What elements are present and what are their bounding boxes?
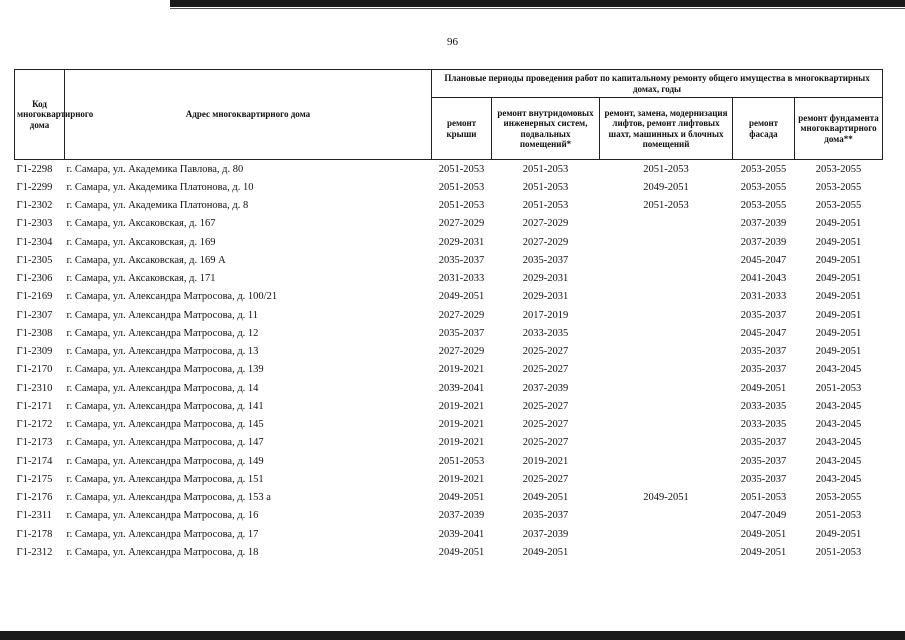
cell-address: г. Самара, ул. Александра Матросова, д. 141	[66, 400, 264, 412]
cell-lifts	[600, 306, 733, 324]
cell-internal-systems: 2037-2039	[522, 528, 569, 540]
header-lifts: ремонт, замена, модернизация лифтов, ремонт лифтовых шахт, машинных и блочных помещений	[600, 98, 733, 160]
cell-facade: 2049-2051	[740, 528, 787, 540]
table-row	[15, 379, 883, 397]
cell-address: г. Самара, ул. Академика Павлова, д. 80	[65, 160, 432, 179]
cell-internal-systems: 2025-2027	[522, 419, 569, 431]
cell-code: Г1-2174	[16, 455, 53, 467]
cell-lifts: 2051-2053	[643, 200, 689, 212]
table-row	[15, 160, 883, 179]
cell-code: Г1-2170	[16, 364, 53, 376]
table-row	[15, 324, 883, 342]
repair-schedule-table	[14, 69, 883, 562]
cell-address: г. Самара, ул. Александра Матросова, д. 149	[66, 455, 264, 467]
header-foundation: ремонт фундамента многоквартирного дома**	[795, 98, 883, 160]
cell-foundation: 2049-2051	[815, 218, 862, 230]
cell-internal-systems: 2029-2031	[522, 273, 569, 285]
table-row	[15, 507, 883, 525]
cell-facade: 2035-2037	[740, 346, 787, 358]
cell-facade: 2051-2053	[740, 492, 787, 504]
cell-address: г. Самара, ул. Александра Матросова, д. 13	[66, 346, 259, 358]
table-row	[15, 270, 883, 288]
cell-address: г. Самара, ул. Александра Матросова, д. 18	[66, 546, 259, 558]
cell-address: г. Самара, ул. Александра Матросова, д. 145	[66, 419, 264, 431]
cell-roof: 2027-2029	[438, 309, 485, 321]
cell-lifts	[600, 470, 733, 488]
cell-foundation: 2049-2051	[815, 309, 862, 321]
cell-facade: 2035-2037	[740, 473, 787, 485]
cell-internal-systems: 2025-2027	[522, 473, 569, 485]
cell-facade: 2047-2049	[740, 510, 787, 522]
cell-code: Г1-2173	[16, 437, 53, 449]
cell-lifts	[600, 343, 733, 361]
cell-internal-systems: 2049-2051	[522, 492, 569, 504]
cell-foundation: 2043-2045	[815, 473, 862, 485]
cell-address: г. Самара, ул. Александра Матросова, д. 11	[66, 309, 259, 321]
cell-lifts	[600, 379, 733, 397]
cell-foundation: 2049-2051	[815, 528, 862, 540]
cell-internal-systems: 2035-2037	[522, 510, 569, 522]
cell-internal-systems: 2025-2027	[522, 437, 569, 449]
cell-internal-systems: 2019-2021	[522, 455, 569, 467]
table-row	[15, 178, 883, 196]
cell-facade: 2035-2037	[740, 309, 787, 321]
cell-roof: 2049-2051	[438, 492, 485, 504]
cell-internal-systems: 2051-2053	[492, 160, 600, 179]
cell-lifts: 2049-2051	[643, 492, 689, 504]
cell-code: Г1-2311	[16, 510, 52, 522]
table-row	[15, 434, 883, 452]
table-row	[15, 452, 883, 470]
cell-facade: 2049-2051	[740, 382, 787, 394]
cell-foundation: 2049-2051	[815, 254, 862, 266]
cell-facade: 2053-2055	[733, 160, 795, 179]
cell-roof: 2019-2021	[438, 419, 485, 431]
cell-facade: 2035-2037	[740, 455, 787, 467]
cell-address: г. Самара, ул. Аксаковская, д. 167	[66, 218, 216, 230]
table-row	[15, 233, 883, 251]
cell-address: г. Самара, ул. Аксаковская, д. 169 А	[66, 254, 226, 266]
cell-facade: 2045-2047	[740, 327, 787, 339]
cell-foundation: 2043-2045	[815, 419, 862, 431]
cell-code: Г1-2175	[16, 473, 53, 485]
cell-facade: 2053-2055	[740, 200, 787, 212]
cell-facade: 2049-2051	[740, 546, 787, 558]
cell-address: г. Самара, ул. Александра Матросова, д. 17	[66, 528, 259, 540]
cell-foundation: 2049-2051	[815, 346, 862, 358]
cell-code: Г1-2308	[16, 327, 53, 339]
cell-roof: 2035-2037	[438, 254, 485, 266]
cell-roof: 2039-2041	[438, 528, 485, 540]
cell-lifts	[600, 361, 733, 379]
cell-foundation: 2049-2051	[815, 291, 862, 303]
table-row	[15, 489, 883, 507]
cell-lifts	[600, 397, 733, 415]
cell-internal-systems: 2029-2031	[522, 291, 569, 303]
cell-roof: 2019-2021	[438, 364, 485, 376]
header-code: Код многоквартирного дома	[15, 70, 65, 160]
cell-code: Г1-2171	[16, 400, 53, 412]
cell-code: Г1-2309	[16, 346, 53, 358]
cell-foundation: 2049-2051	[815, 273, 862, 285]
cell-internal-systems: 2051-2053	[522, 200, 569, 212]
cell-foundation: 2053-2055	[815, 181, 862, 193]
cell-facade: 2037-2039	[740, 236, 787, 248]
cell-code: Г1-2169	[16, 291, 53, 303]
cell-facade: 2033-2035	[740, 400, 787, 412]
table-row	[15, 251, 883, 269]
cell-address: г. Самара, ул. Аксаковская, д. 169	[66, 236, 216, 248]
cell-foundation: 2049-2051	[815, 236, 862, 248]
table-row	[15, 361, 883, 379]
cell-foundation: 2051-2053	[815, 546, 862, 558]
cell-roof: 2039-2041	[438, 382, 485, 394]
cell-lifts	[600, 233, 733, 251]
cell-lifts: 2051-2053	[600, 160, 733, 179]
table-row	[15, 197, 883, 215]
cell-roof: 2029-2031	[438, 236, 485, 248]
cell-foundation: 2043-2045	[815, 364, 862, 376]
cell-foundation: 2043-2045	[815, 400, 862, 412]
cell-roof: 2037-2039	[438, 510, 485, 522]
cell-code: Г1-2178	[16, 528, 53, 540]
cell-foundation: 2051-2053	[815, 510, 862, 522]
cell-roof: 2049-2051	[438, 291, 485, 303]
cell-internal-systems: 2033-2035	[522, 327, 569, 339]
cell-address: г. Самара, ул. Александра Матросова, д. 153 а	[66, 492, 271, 504]
header-internal-systems: ремонт внутридомовых инженерных систем, подвальных помещений*	[492, 98, 600, 160]
cell-roof: 2019-2021	[438, 400, 485, 412]
cell-address: г. Самара, ул. Александра Матросова, д. 12	[66, 327, 259, 339]
cell-code: Г1-2176	[16, 492, 53, 504]
table-body	[15, 160, 883, 562]
cell-address: г. Самара, ул. Александра Матросова, д. 139	[66, 364, 264, 376]
cell-address: г. Самара, ул. Александра Матросова, д. 147	[66, 437, 264, 449]
cell-roof: 2035-2037	[438, 327, 485, 339]
cell-roof: 2051-2053	[438, 200, 485, 212]
cell-internal-systems: 2049-2051	[522, 546, 569, 558]
top-border-bar	[170, 0, 905, 7]
cell-internal-systems: 2025-2027	[522, 346, 569, 358]
cell-code: Г1-2302	[16, 200, 53, 212]
cell-address: г. Самара, ул. Академика Платонова, д. 8	[66, 200, 249, 212]
cell-lifts	[600, 525, 733, 543]
cell-facade: 2033-2035	[740, 419, 787, 431]
cell-lifts	[600, 507, 733, 525]
bottom-border-bar	[0, 631, 905, 640]
cell-address: г. Самара, ул. Академика Платонова, д. 10	[66, 181, 254, 193]
cell-roof: 2049-2051	[438, 546, 485, 558]
cell-roof: 2051-2053	[432, 160, 492, 179]
header-roof: ремонт крыши	[432, 98, 492, 160]
cell-code: Г1-2304	[16, 236, 53, 248]
cell-roof: 2027-2029	[438, 346, 485, 358]
cell-lifts	[600, 324, 733, 342]
cell-code: Г1-2298	[15, 160, 65, 179]
cell-lifts	[600, 288, 733, 306]
cell-lifts	[600, 416, 733, 434]
cell-facade: 2045-2047	[740, 254, 787, 266]
table-row	[15, 343, 883, 361]
cell-facade: 2041-2043	[740, 273, 787, 285]
cell-roof: 2051-2053	[438, 181, 485, 193]
cell-facade: 2035-2037	[740, 364, 787, 376]
cell-roof: 2019-2021	[438, 473, 485, 485]
cell-foundation: 2043-2045	[815, 455, 862, 467]
cell-lifts	[600, 270, 733, 288]
cell-roof: 2031-2033	[438, 273, 485, 285]
cell-code: Г1-2305	[16, 254, 53, 266]
cell-lifts	[600, 452, 733, 470]
cell-foundation: 2053-2055	[815, 200, 862, 212]
cell-address: г. Самара, ул. Александра Матросова, д. 151	[66, 473, 264, 485]
cell-internal-systems: 2027-2029	[522, 236, 569, 248]
cell-code: Г1-2312	[16, 546, 53, 558]
table-row	[15, 306, 883, 324]
cell-internal-systems: 2025-2027	[522, 364, 569, 376]
table-row	[15, 397, 883, 415]
table-row	[15, 470, 883, 488]
cell-foundation: 2043-2045	[815, 437, 862, 449]
cell-internal-systems: 2051-2053	[522, 181, 569, 193]
cell-internal-systems: 2025-2027	[522, 400, 569, 412]
cell-foundation: 2053-2055	[795, 160, 883, 179]
cell-lifts	[600, 215, 733, 233]
cell-internal-systems: 2027-2029	[522, 218, 569, 230]
cell-facade: 2053-2055	[740, 181, 787, 193]
cell-address: г. Самара, ул. Аксаковская, д. 171	[66, 273, 216, 285]
cell-lifts: 2049-2051	[643, 181, 689, 193]
cell-internal-systems: 2035-2037	[522, 254, 569, 266]
cell-internal-systems: 2037-2039	[522, 382, 569, 394]
cell-address: г. Самара, ул. Александра Матросова, д. 100/21	[66, 291, 278, 303]
cell-roof: 2019-2021	[438, 437, 485, 449]
header-address: Адрес многоквартирного дома	[65, 70, 432, 160]
header-periods-group: Плановые периоды проведения работ по капитальному ремонту общего имущества в многоквартирных домах, годы	[432, 70, 883, 98]
cell-internal-systems: 2017-2019	[522, 309, 569, 321]
page-number: 96	[447, 36, 458, 48]
cell-facade: 2035-2037	[740, 437, 787, 449]
cell-lifts	[600, 434, 733, 452]
cell-foundation: 2051-2053	[815, 382, 862, 394]
table-row	[15, 215, 883, 233]
top-border-line	[170, 8, 905, 9]
cell-code: Г1-2303	[16, 218, 53, 230]
cell-facade: 2031-2033	[740, 291, 787, 303]
cell-code: Г1-2307	[16, 309, 53, 321]
cell-roof: 2051-2053	[438, 455, 485, 467]
cell-roof: 2027-2029	[438, 218, 485, 230]
cell-address: г. Самара, ул. Александра Матросова, д. 14	[66, 382, 259, 394]
cell-lifts	[600, 543, 733, 561]
cell-code: Г1-2172	[16, 419, 53, 431]
cell-code: Г1-2299	[16, 181, 53, 193]
table-row	[15, 525, 883, 543]
cell-foundation: 2053-2055	[815, 492, 862, 504]
table-row	[15, 288, 883, 306]
cell-lifts	[600, 251, 733, 269]
cell-facade: 2037-2039	[740, 218, 787, 230]
table-row	[15, 416, 883, 434]
table-row	[15, 543, 883, 561]
header-facade: ремонт фасада	[733, 98, 795, 160]
cell-address: г. Самара, ул. Александра Матросова, д. 16	[66, 510, 259, 522]
cell-foundation: 2049-2051	[815, 327, 862, 339]
cell-code: Г1-2306	[16, 273, 53, 285]
cell-code: Г1-2310	[16, 382, 53, 394]
